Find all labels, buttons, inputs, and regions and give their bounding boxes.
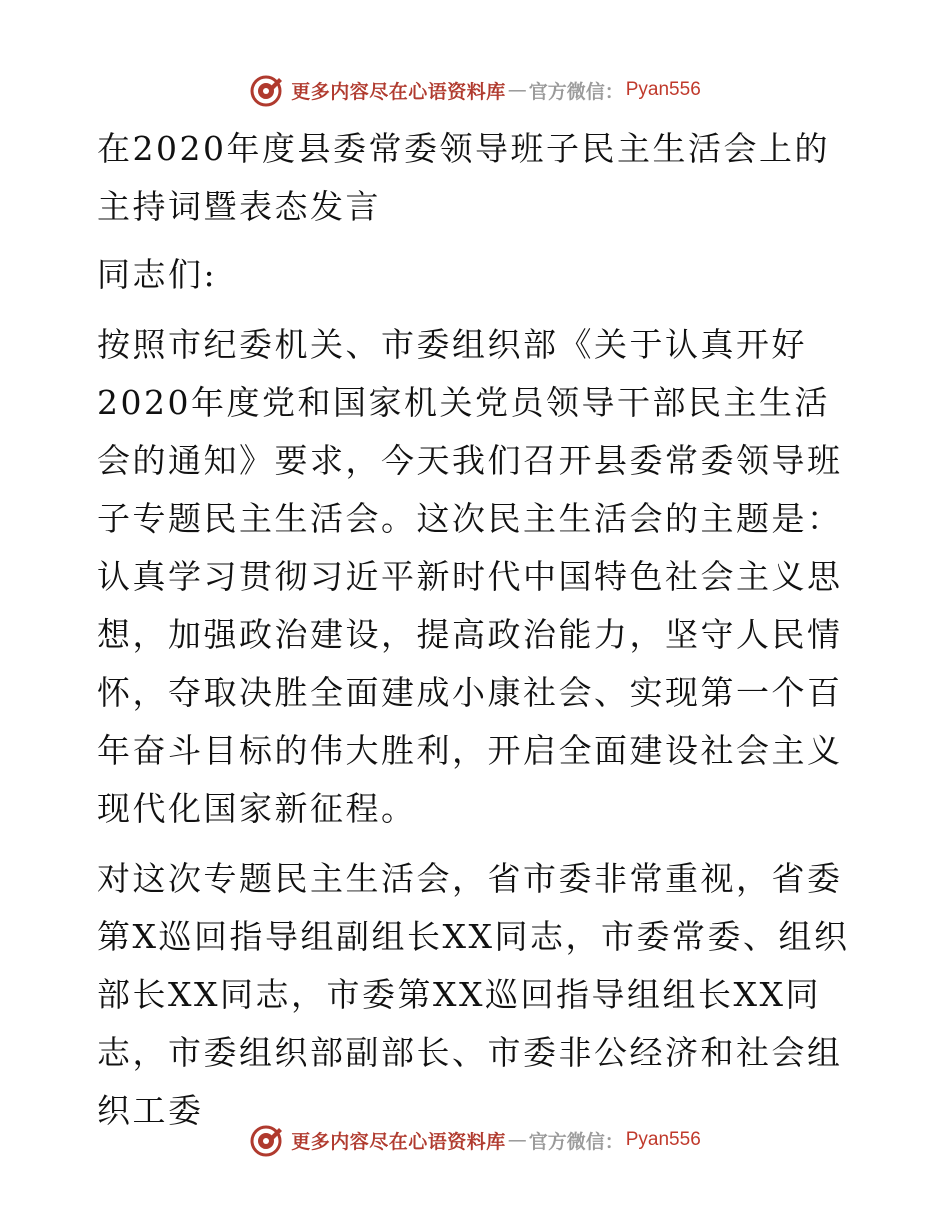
wechat-id: Pyan556 <box>625 1129 701 1150</box>
footer-banner <box>0 1120 950 1160</box>
document-title: 在2020年度县委常委领导班子民主生活会上的主持词暨表态发言 <box>97 129 830 226</box>
banner-text: 更多内容尽在心语资料库 <box>291 80 506 103</box>
document-body <box>97 120 855 1152</box>
banner-text: 更多内容尽在心语资料库 <box>291 1130 506 1153</box>
salutation: 同志们: <box>97 255 218 294</box>
banner-separator: — <box>507 79 527 101</box>
header-banner <box>0 70 950 110</box>
wechat-id: Pyan556 <box>625 79 701 100</box>
paragraph: 对这次专题民主生活会，省市委非常重视，省委第X巡回指导组副组长XX同志，市委常委、组织部长XX同志，市委第XX巡回指导组组长XX同志，市委组织部副部长、市委非公经济和社会组织工委 <box>97 859 850 1130</box>
banner-separator: — <box>507 1129 527 1151</box>
wechat-label: 官方微信： <box>528 80 624 103</box>
wechat-label: 官方微信： <box>528 1130 624 1153</box>
paragraph: 按照市纪委机关、市委组织部《关于认真开好2020年度党和国家机关党员领导干部民主生活会的通知》要求，今天我们召开县委常委领导班子专题民主生活会。这次民主生活会的主题是：认真学习贯彻习近平新时代中国特色社会主义思想，加强政治建设，提高政治能力，坚守人民情怀，夺取决胜全面建成小康社会、实现第一个百年奋斗目标的伟大胜利，开启全面建设社会主义现代化国家新征程。 <box>97 325 843 828</box>
pen-seal-logo-icon <box>249 1122 285 1158</box>
pen-seal-logo-icon <box>249 72 285 108</box>
